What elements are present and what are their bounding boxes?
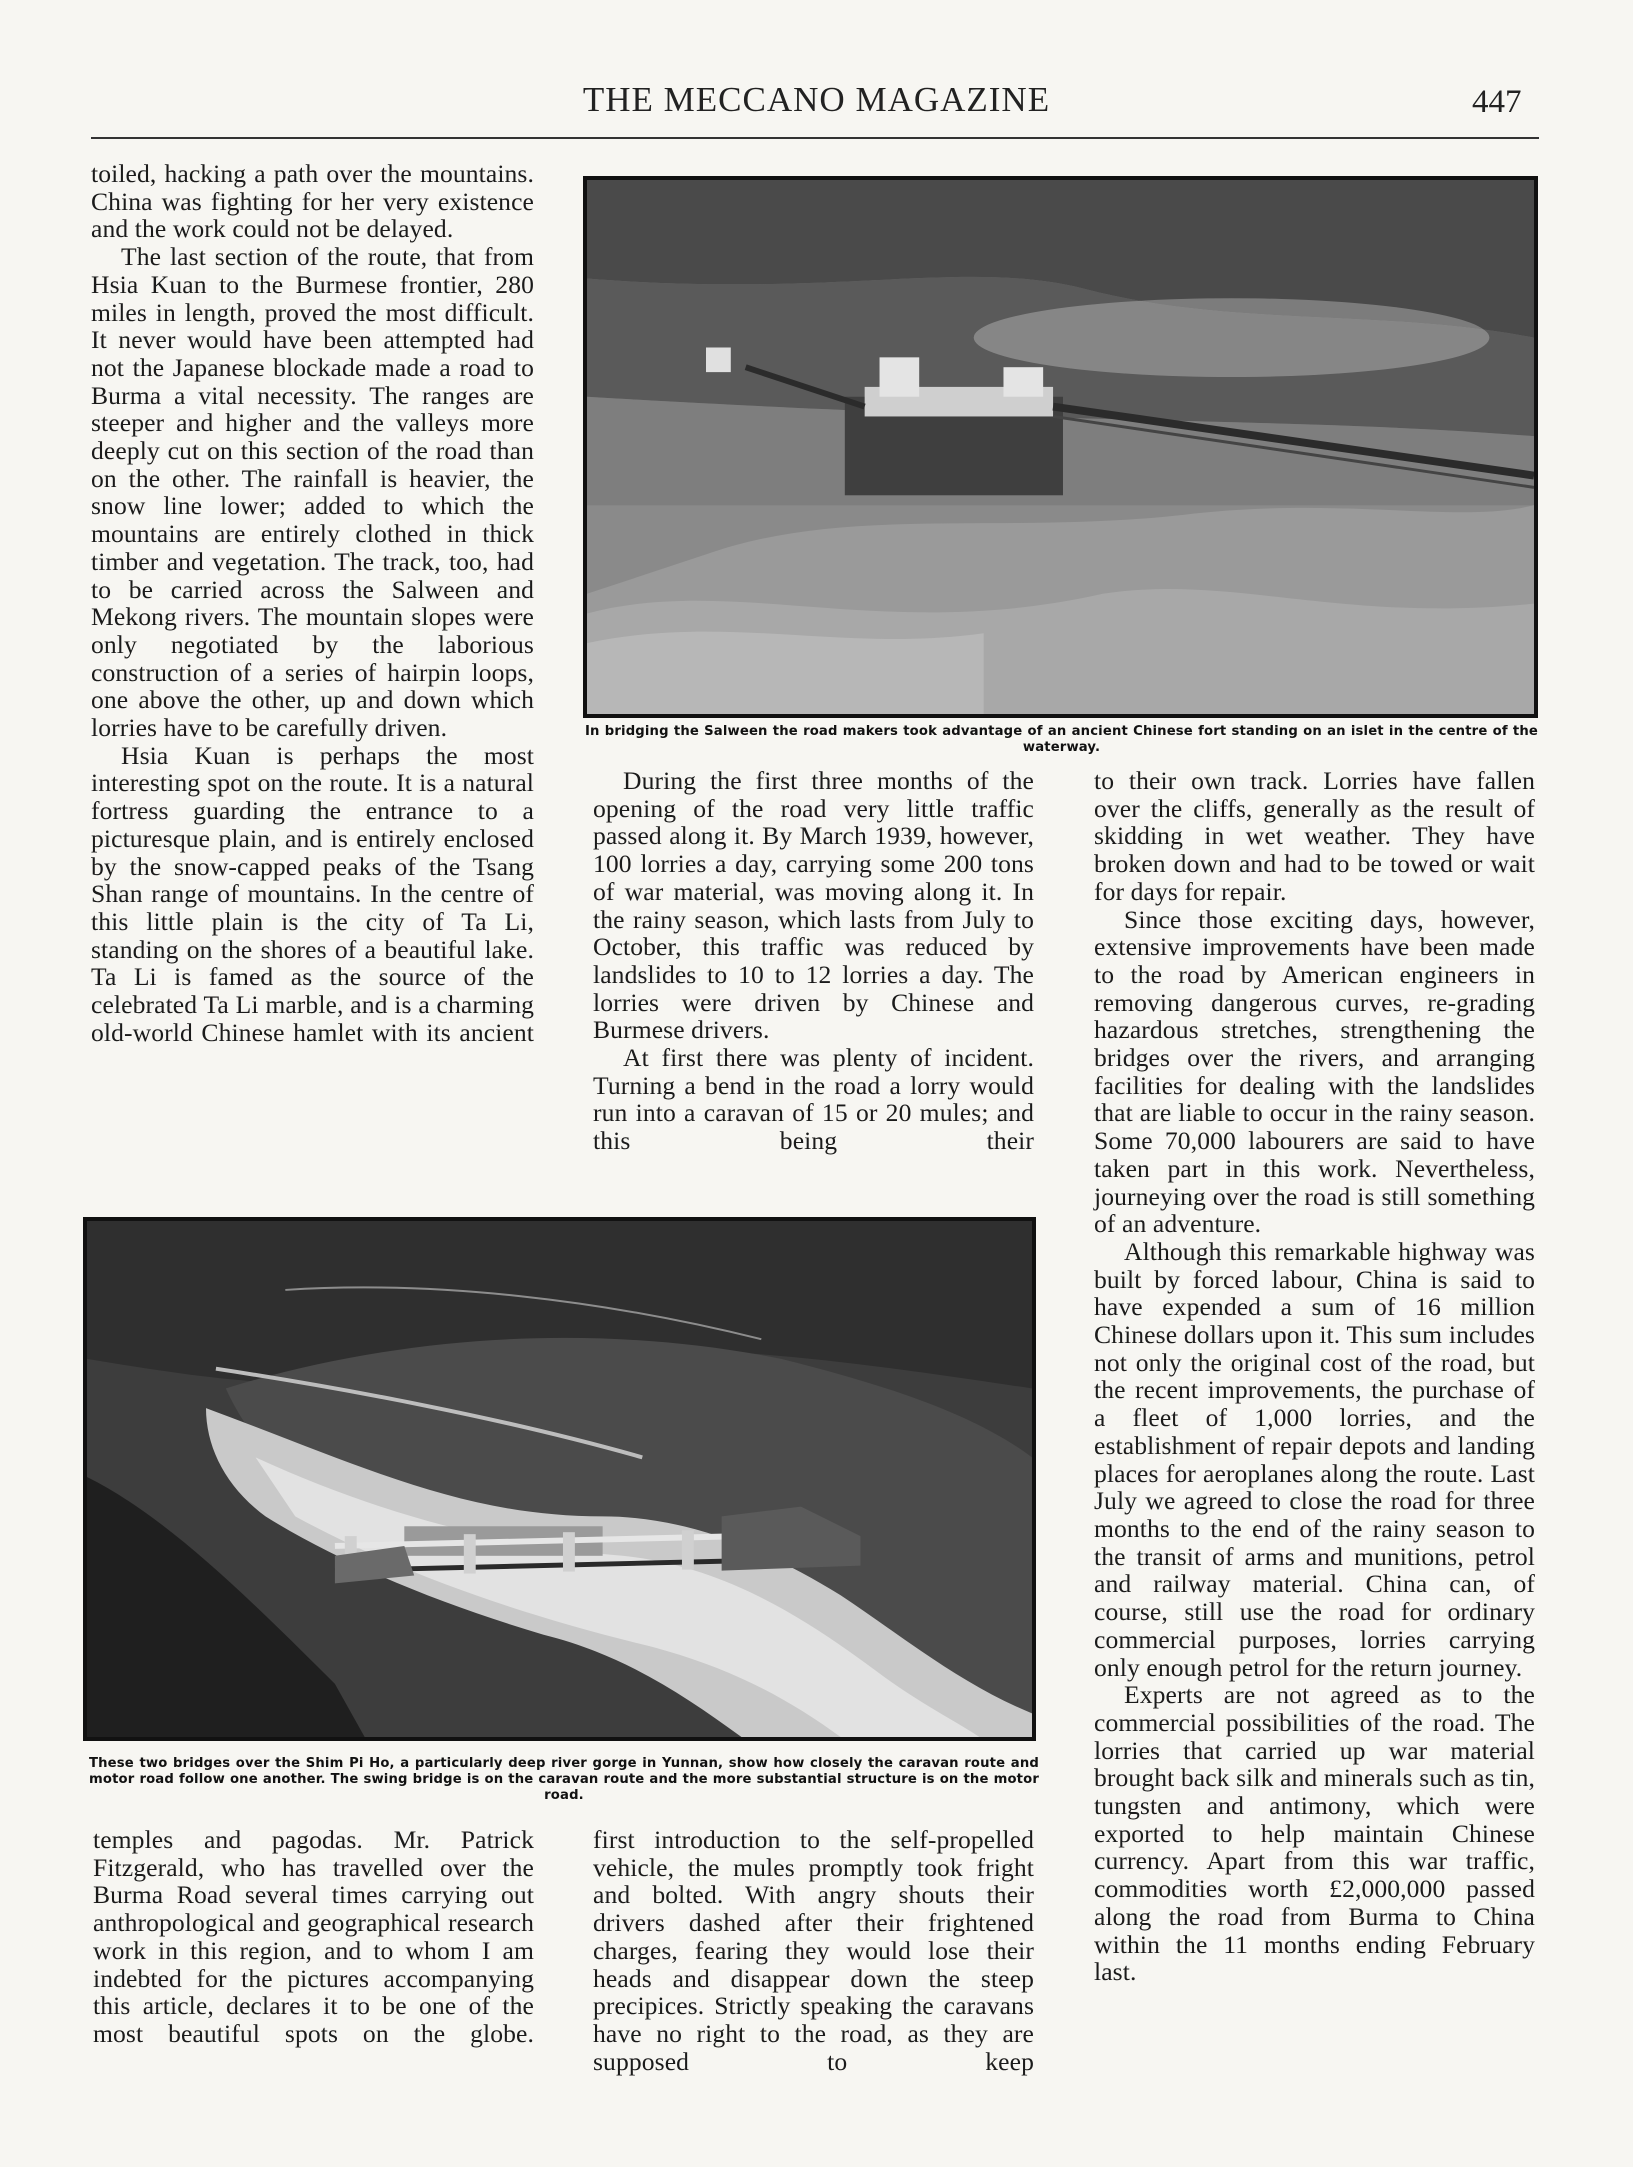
caption-bottom-photo: These two bridges over the Shim Pi Ho, a particularly deep river gorge in Yunnan, show how closely the caravan route and motor road follow one another. The swing bridge is on the caravan route and the more substantial structure is on the motor road. xyxy=(89,1756,1039,1803)
paragraph: Hsia Kuan is perhaps the most interesting spot on the route. It is a natural fortress guarding the entrance to a picturesque plain, and is entirely enclosed by the snow-capped peaks of the Tsang Shan range of mountains. In the centre of this little plain is the city of Ta Li, standing on the shores of a beautiful lake. Ta Li is famed as the source of the celebrated Ta Li marble, and is a charming old-world Chinese hamlet with its ancient xyxy=(91,740,534,1047)
header-rule xyxy=(91,137,1539,139)
column-middle-top xyxy=(593,767,1034,1155)
paragraph: The last section of the route, that from Hsia Kuan to the Burmese frontier, 280 miles in length, proved the most difficult. It never would have been attempted had not the Japanese blockade made a road to Burma a vital necessity. The ranges are steeper and higher and the valleys more deeply cut on this section of the road than on the other. The rainfall is heavier, the snow line lower; added to which the mountains are entirely clothed in thick timber and vegetation. The track, too, had to be carried across the Salween and Mekong rivers. The mountain slopes were only negotiated by the laborious construction of a series of hairpin loops, one above the other, up and down which lorries have to be carefully driven. xyxy=(91,242,534,743)
paragraph: temples and pagodas. Mr. Patrick Fitzgerald, who has travelled over the Burma Road several times carrying out anthropological and geographical research work in this region, and to whom I am indebted for the pictures accompanying this article, declares it to be one of the most beautiful spots on the globe. xyxy=(93,1825,534,2048)
caption-top-photo: In bridging the Salween the road makers took advantage of an ancient Chinese fort standing on an islet in the centre of the waterway. xyxy=(585,724,1538,755)
photo-salween-fort xyxy=(583,176,1538,718)
column-left-top xyxy=(91,160,534,1047)
page-number: 447 xyxy=(1472,84,1522,120)
paragraph: At first there was plenty of incident. Turning a bend in the road a lorry would run into a caravan of 15 or 20 mules; and this being their xyxy=(593,1043,1034,1156)
paragraph: to their own track. Lorries have fallen over the cliffs, generally as the result of skidding in wet weather. They have broken down and had to be towed or wait for days for repair. xyxy=(1094,766,1535,906)
photo-shim-pi-ho-bridges xyxy=(83,1217,1036,1741)
paragraph: Since those exciting days, however, extensive improvements have been made to the road by American engineers in removing dangerous curves, re-grading hazardous stretches, strengthening the bridges over the rivers, and arranging facilities for dealing with the landslides that are liable to occur in the rainy season. Some 70,000 labourers are said to have taken part in this work. Nevertheless, journeying over the road is still something of an adventure. xyxy=(1094,904,1535,1239)
column-left-bottom xyxy=(93,1826,534,2048)
magazine-title: THE MECCANO MAGAZINE xyxy=(582,80,1051,119)
paragraph: first introduction to the self-propelled vehicle, the mules promptly took fright and bolted. With angry shouts their drivers dashed after their frightened charges, fearing they would lose their heads and disappear down the steep precipices. Strictly speaking the caravans have no right to the road, as they are supposed to keep xyxy=(593,1825,1034,2076)
paragraph: Experts are not agreed as to the commercial possibilities of the road. The lorries that carried up war material brought back silk and minerals such as tin, tungsten and antimony, which were exported to help maintain Chinese currency. Apart from this war traffic, commodities worth £2,000,000 passed along the road from Burma to China within the 11 months ending February last. xyxy=(1094,1680,1535,1987)
column-right xyxy=(1094,767,1535,1986)
paragraph: Although this remarkable highway was built by forced labour, China is said to have expended a sum of 16 million Chinese dollars upon it. This sum includes not only the original cost of the road, but the recent improvements, the purchase of a fleet of 1,000 lorries, and the establishment of repair depots and landing places for aeroplanes along the route. Last July we agreed to close the road for three months to the end of the rainy season to the transit of arms and munitions, petrol and railway material. China can, of course, still use the road for ordinary commercial purposes, lorries carrying only enough petrol for the return journey. xyxy=(1094,1236,1535,1682)
paragraph: During the first three months of the opening of the road very little traffic passed along it. By March 1939, however, 100 lorries a day, carrying some 200 tons of war material, was moving along it. In the rainy season, which lasts from July to October, this traffic was reduced by landslides to 10 to 12 lorries a day. The lorries were driven by Chinese and Burmese drivers. xyxy=(593,766,1034,1045)
column-middle-bottom xyxy=(593,1826,1034,2075)
paragraph: toiled, hacking a path over the mountains. China was fighting for her very existence and the work could not be delayed. xyxy=(91,159,534,244)
